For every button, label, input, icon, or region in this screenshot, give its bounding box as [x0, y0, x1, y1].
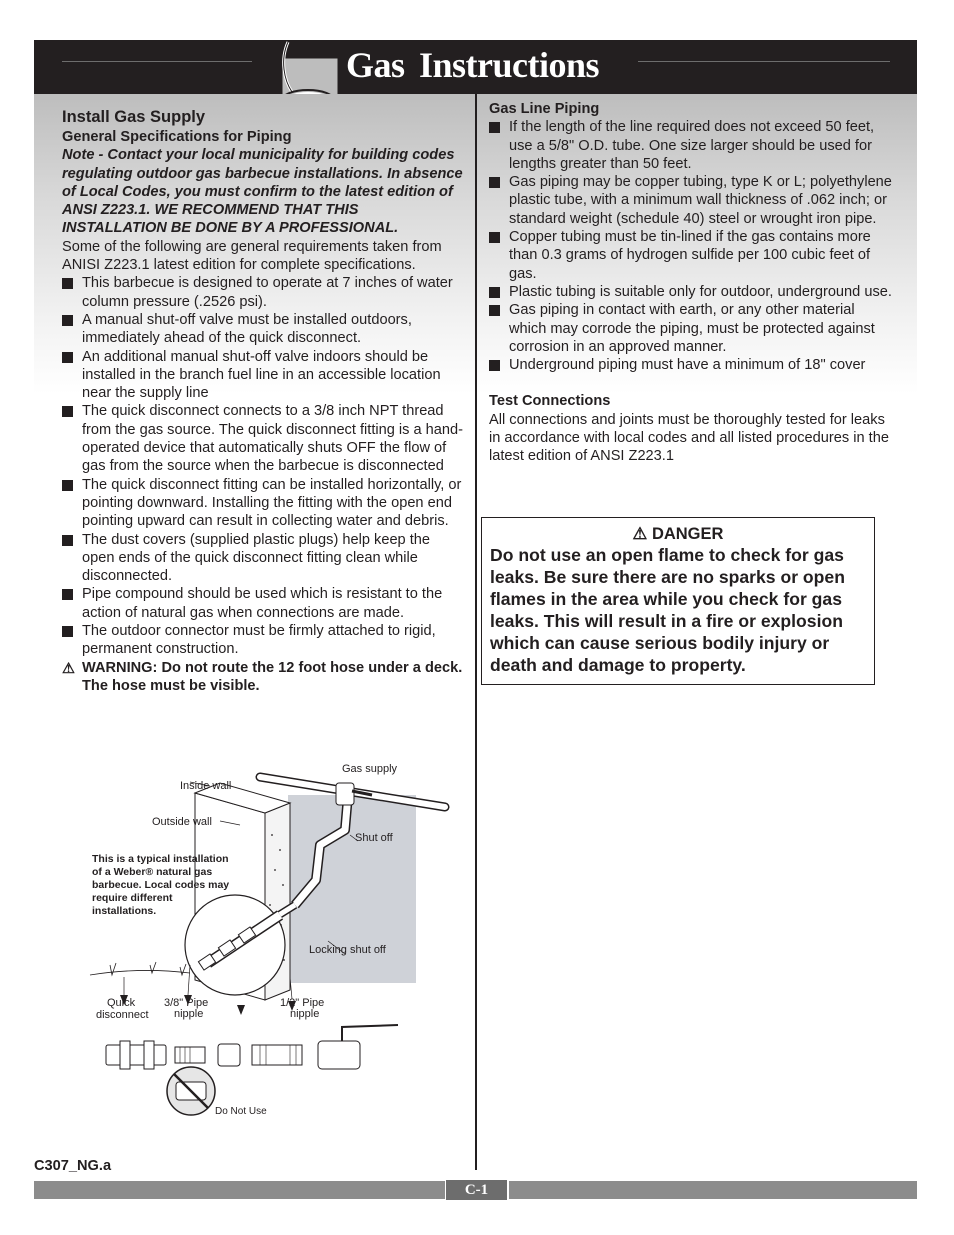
- shut-off-valve: [336, 783, 354, 805]
- installation-note-line: barbecue. Local codes may: [92, 879, 230, 891]
- danger-box: [481, 517, 875, 685]
- list-item: Gas piping in contact with earth, or any other material which may corrode the piping, must be protected against corrosion in an approved manner.: [489, 301, 894, 356]
- installation-note-line: require different: [92, 892, 173, 904]
- footer-bar-right: [509, 1181, 917, 1199]
- quick-disconnect-part: [106, 1045, 166, 1065]
- pipe-12-label: nipple: [290, 1008, 320, 1020]
- list-item: If the length of the line required does not exceed 50 feet, use a 5/8" O.D. tube. One size larger should be used for lengths greater than 50 feet.: [489, 118, 894, 173]
- warning-note: [62, 659, 464, 696]
- gas-line-list: [489, 118, 894, 374]
- pipe-12-label: 1/2" Pipe: [280, 997, 325, 1009]
- list-item: An additional manual shut-off valve indoors should be installed in the branch fuel line in an accessible location near the supply line: [62, 348, 464, 403]
- danger-text: Do not use an open flame to check for gas leaks. Be sure there are no sparks or open flames in the area while you check for gas leaks. This will result in a fire or explosion which can cause serious bodily injury or death and damage to property.: [490, 545, 845, 675]
- locking-shut-off-label: Locking shut off: [309, 944, 386, 956]
- warning-icon: ⚠: [62, 660, 76, 677]
- quick-disconnect-label: disconnect: [96, 1009, 149, 1021]
- header-rule-right: [638, 61, 890, 62]
- header-rule-left: [62, 61, 252, 62]
- list-item: This barbecue is designed to operate at 7 inches of water column pressure (.2526 psi).: [62, 274, 464, 311]
- list-item: Copper tubing must be tin-lined if the gas contains more than 0.3 grams of hydrogen sulfide per 100 cubic feet of gas.: [489, 228, 894, 283]
- outside-wall-label: Outside wall: [152, 816, 212, 828]
- list-item: Plastic tubing is suitable only for outdoor, underground use.: [489, 283, 894, 301]
- test-connections-heading: Test Connections: [489, 393, 611, 410]
- document-code: C307_NG.a: [34, 1158, 112, 1174]
- test-connections-text: All connections and joints must be thoroughly tested for leaks in accordance with local codes and all listed procedures in the latest edition of ANSI Z223.1: [489, 411, 889, 465]
- ground-line: [90, 970, 190, 975]
- warning-text: WARNING: Do not route the 12 foot hose under a deck. The hose must be visible.: [82, 659, 463, 694]
- list-item: The outdoor connector must be firmly attached to rigid, permanent construction.: [62, 622, 464, 659]
- piping-spec-list: [62, 274, 464, 658]
- do-not-use-label: Do Not Use: [215, 1106, 267, 1117]
- page-number: C-1: [446, 1180, 507, 1200]
- subsection-heading: General Specifications for Piping: [62, 129, 292, 145]
- installation-diagram: [80, 755, 460, 1125]
- footer-bar-left: [34, 1181, 445, 1199]
- list-item: Underground piping must have a minimum of 18" cover: [489, 356, 894, 374]
- list-item: Gas piping may be copper tubing, type K or L; polyethylene plastic tube, with a minimum wall thickness of .062 inch; or standard weight (schedule 40) steel or wrought iron pipe.: [489, 173, 894, 228]
- list-item: The quick disconnect connects to a 3/8 inch NPT thread from the gas source. The quick disconnect fitting is a hand-operated device that automatically shuts OFF the flow of gas from the source when the barbecue is disconnected: [62, 402, 464, 475]
- section-heading: Install Gas Supply: [62, 108, 206, 126]
- danger-label: DANGER: [651, 525, 724, 543]
- locking-valve-body: [318, 1041, 360, 1069]
- list-item: Pipe compound should be used which is resistant to the action of natural gas when connections are made.: [62, 585, 464, 622]
- pipe-38-label: nipple: [174, 1008, 204, 1020]
- column-divider: [475, 94, 477, 1170]
- shut-off-label: Shut off: [355, 832, 393, 844]
- pipe-12-nipple-part: [252, 1045, 302, 1065]
- inside-wall-label: Inside wall: [180, 780, 232, 792]
- left-column: [62, 107, 464, 695]
- coupling-part: [218, 1044, 240, 1066]
- gas-line-heading: Gas Line Piping: [489, 101, 600, 117]
- list-item: The dust covers (supplied plastic plugs) help keep the open ends of the quick disconnect fitting clean while disconnected.: [62, 531, 464, 586]
- warning-icon: ⚠: [632, 525, 648, 543]
- page-title: Gas Instructions: [346, 45, 600, 85]
- installation-note-line: of a Weber® natural gas: [92, 866, 213, 878]
- intro-paragraph: Some of the following are general requirements taken from ANISI Z223.1 latest edition for complete specifications.: [62, 238, 442, 274]
- installation-note-line: installations.: [92, 905, 157, 917]
- installation-note-line: This is a typical installation: [92, 853, 229, 865]
- right-column: [489, 100, 894, 466]
- quick-disconnect-label: Quick: [107, 997, 136, 1009]
- list-item: A manual shut-off valve must be installed outdoors, immediately ahead of the quick disconnect.: [62, 311, 464, 348]
- note-paragraph: Note - Contact your local municipality for building codes regulating outdoor gas barbecue installations. In absence of Local Codes, you must confirm to the latest edition of ANSI Z223.1. WE RECOMMEND THAT THIS INSTALLATION BE DONE BY A PROFESSIONAL.: [62, 147, 463, 237]
- gas-supply-label: Gas supply: [342, 763, 398, 775]
- danger-heading: [490, 524, 866, 544]
- pipe-38-label: 3/8" Pipe: [164, 997, 209, 1009]
- list-item: The quick disconnect fitting can be installed horizontally, or pointing downward. Installing the fitting with the open end pointing upward can result in collecting water and debris.: [62, 476, 464, 531]
